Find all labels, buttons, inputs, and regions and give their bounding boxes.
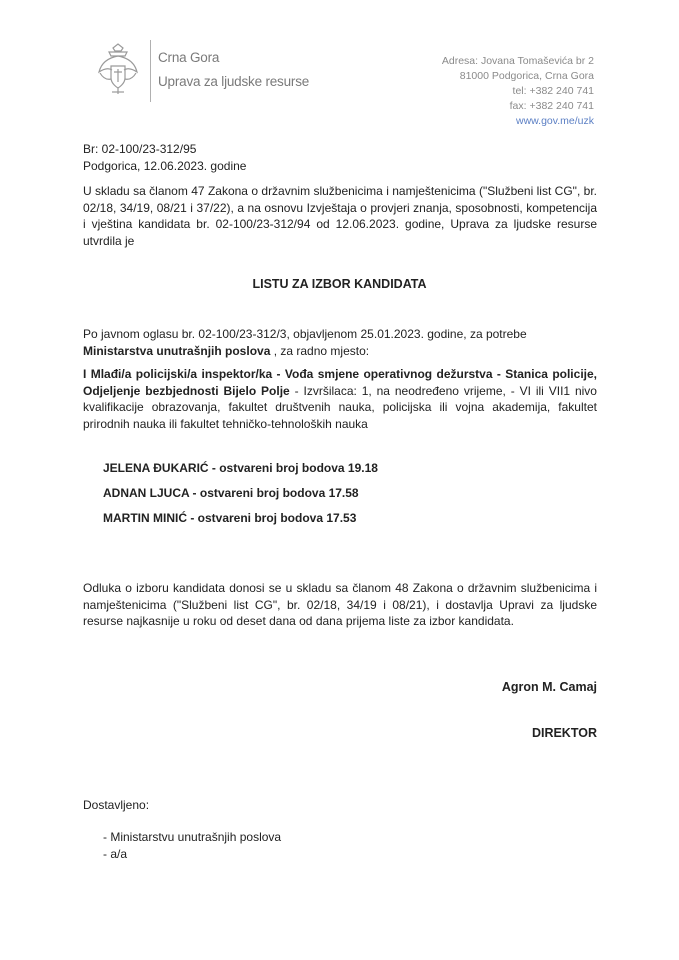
address-phone: tel: +382 240 741 [512,85,594,97]
candidate-item: ADNAN LJUCA - ostvareni broj bodova 17.58 [103,486,359,500]
org-agency: Uprava za ljudske resurse [158,74,310,89]
oglas-text: Po javnom oglasu br. 02-100/23-312/3, objavljenom 25.01.2023. godine, za potrebe [83,327,527,341]
coat-of-arms-logo [95,42,141,96]
position-title: I Mlađi/a policijski/a inspektor/ka - Vođa smjene operativnog dežurstva - Stanica policije, Odjeljenje bezbjednosti Bijelo Polje [83,367,597,398]
reference-block [83,141,597,174]
decision-paragraph: Odluka o izboru kandidata donosi se u skladu sa članom 48 Zakona o državnim službenicima i namještenicima ("Službeni list CG", br. 02/18, 34/19 i 08/21), i dostavlja Upravi za ljudske resurse najkasnije u roku od deset dana od dana prijema liste za izbor kandidata. [83,581,597,628]
org-country: Crna Gora [158,50,220,65]
organization-name [158,46,309,94]
oglas-ministry: Ministarstva unutrašnjih poslova [83,343,271,358]
address-street: Adresa: Jovana Tomaševića br 2 [441,55,594,67]
delivered-list [103,829,617,862]
intro-paragraph: U skladu sa članom 47 Zakona o državnim službenicima i namještenicima ("Službeni list CG", br. 02/18, 34/19, 08/21 i 37/22), a na osnovu Izvještaja o provjeri znanja, sposobnosti, kompetencija i vještina kandidata br. 02-100/23-312/94 od 12.06.2023. godine, Uprava za ljudske resurse utvrdila je [83,184,597,248]
oglas-paragraph [83,326,597,359]
signatory-name: Agron M. Camaj [501,680,597,694]
delivered-item: - Ministarstvu unutrašnjih poslova [103,830,282,844]
position-paragraph [83,366,597,432]
delivered-label: Dostavljeno: [83,798,150,812]
signatory-role: DIREKTOR [531,726,597,740]
address-block [442,54,594,129]
document-title: LISTU ZA IZBOR KANDIDATA [252,277,427,291]
oglas-text-after: , za radno mjesto: [270,343,370,358]
candidate-item: JELENA ĐUKARIĆ - ostvareni broj bodova 19.18 [103,461,378,475]
address-website[interactable]: www.gov.me/uzk [516,115,594,127]
delivered-item: - a/a [103,846,128,861]
candidate-item: MARTIN MINIĆ - ostvareni broj bodova 17.53 [103,511,357,525]
reference-number: Br: 02-100/23-312/95 [83,142,197,156]
reference-place-date: Podgorica, 12.06.2023. godine [83,158,247,173]
header-divider [150,40,151,102]
address-fax: fax: +382 240 741 [509,100,594,112]
position-details: - Izvršilaca: 1, na neodređeno vrijeme, - VI ili VII1 nivo kvalifikacije obrazovanja, fakultet društvenih nauka, policijska ili vojna akademija, fakultet prirodnih nauka ili fakultet tehničko-tehnoloških nauka [83,383,597,431]
address-city: 81000 Podgorica, Crna Gora [459,70,594,82]
